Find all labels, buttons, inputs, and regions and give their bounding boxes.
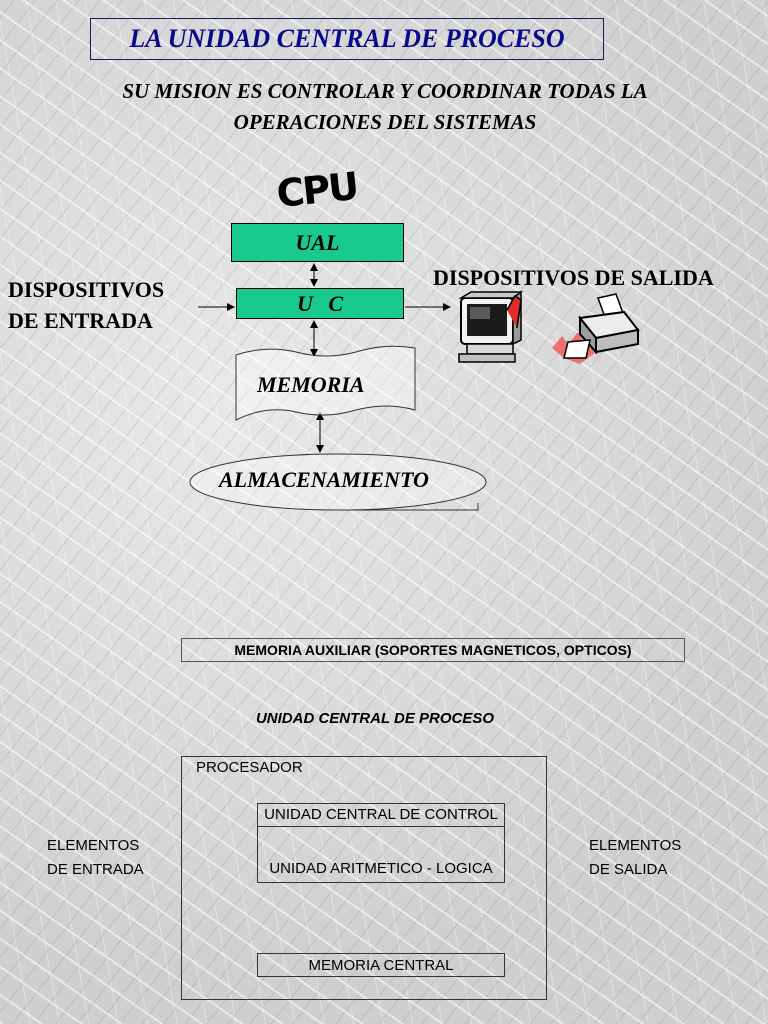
ual-label: UAL [295,229,340,255]
subtitle-line-2: OPERACIONES DEL SISTEMAS [233,110,537,134]
uc-label: U C [296,290,344,316]
input-elements-line-2: DE ENTRADA [47,861,144,878]
output-elements-label [589,834,681,882]
control-alu-divider [257,826,505,827]
input-elements-label [47,834,144,882]
control-unit-label: UNIDAD CENTRAL DE CONTROL [264,806,498,823]
alu-label: UNIDAD ARITMETICO - LOGICA [269,860,493,877]
storage-label: ALMACENAMIENTO [219,467,429,492]
computer-monitor-icon [455,288,525,366]
main-memory-box [257,953,505,977]
input-devices-line-2: DE ENTRADA [8,308,153,333]
output-elements-line-1: ELEMENTOS [589,837,682,854]
processor-label: PROCESADOR [196,759,303,776]
cpu-diagram-title: UNIDAD CENTRAL DE PROCESO [255,710,495,727]
cpu-label: CPU [274,163,360,217]
slide-title-text: LA UNIDAD CENTRAL DE PROCESO [129,24,565,53]
input-devices-line-1: DISPOSITIVOS [8,277,165,302]
aux-memory-label: MEMORIA AUXILIAR (SOPORTES MAGNETICOS, OPTICOS) [234,642,632,658]
main-memory-label: MEMORIA CENTRAL [308,956,454,974]
subtitle-line-1: SU MISION ES CONTROLAR Y COORDINAR TODAS LA [122,79,648,103]
memory-label: MEMORIA [257,372,365,397]
aux-memory-box [181,638,685,662]
input-devices-label [8,274,164,336]
output-elements-line-2: DE SALIDA [589,861,668,878]
output-devices-label: DISPOSITIVOS DE SALIDA [433,265,714,290]
printer-icon [550,292,642,370]
input-elements-line-1: ELEMENTOS [47,837,140,854]
